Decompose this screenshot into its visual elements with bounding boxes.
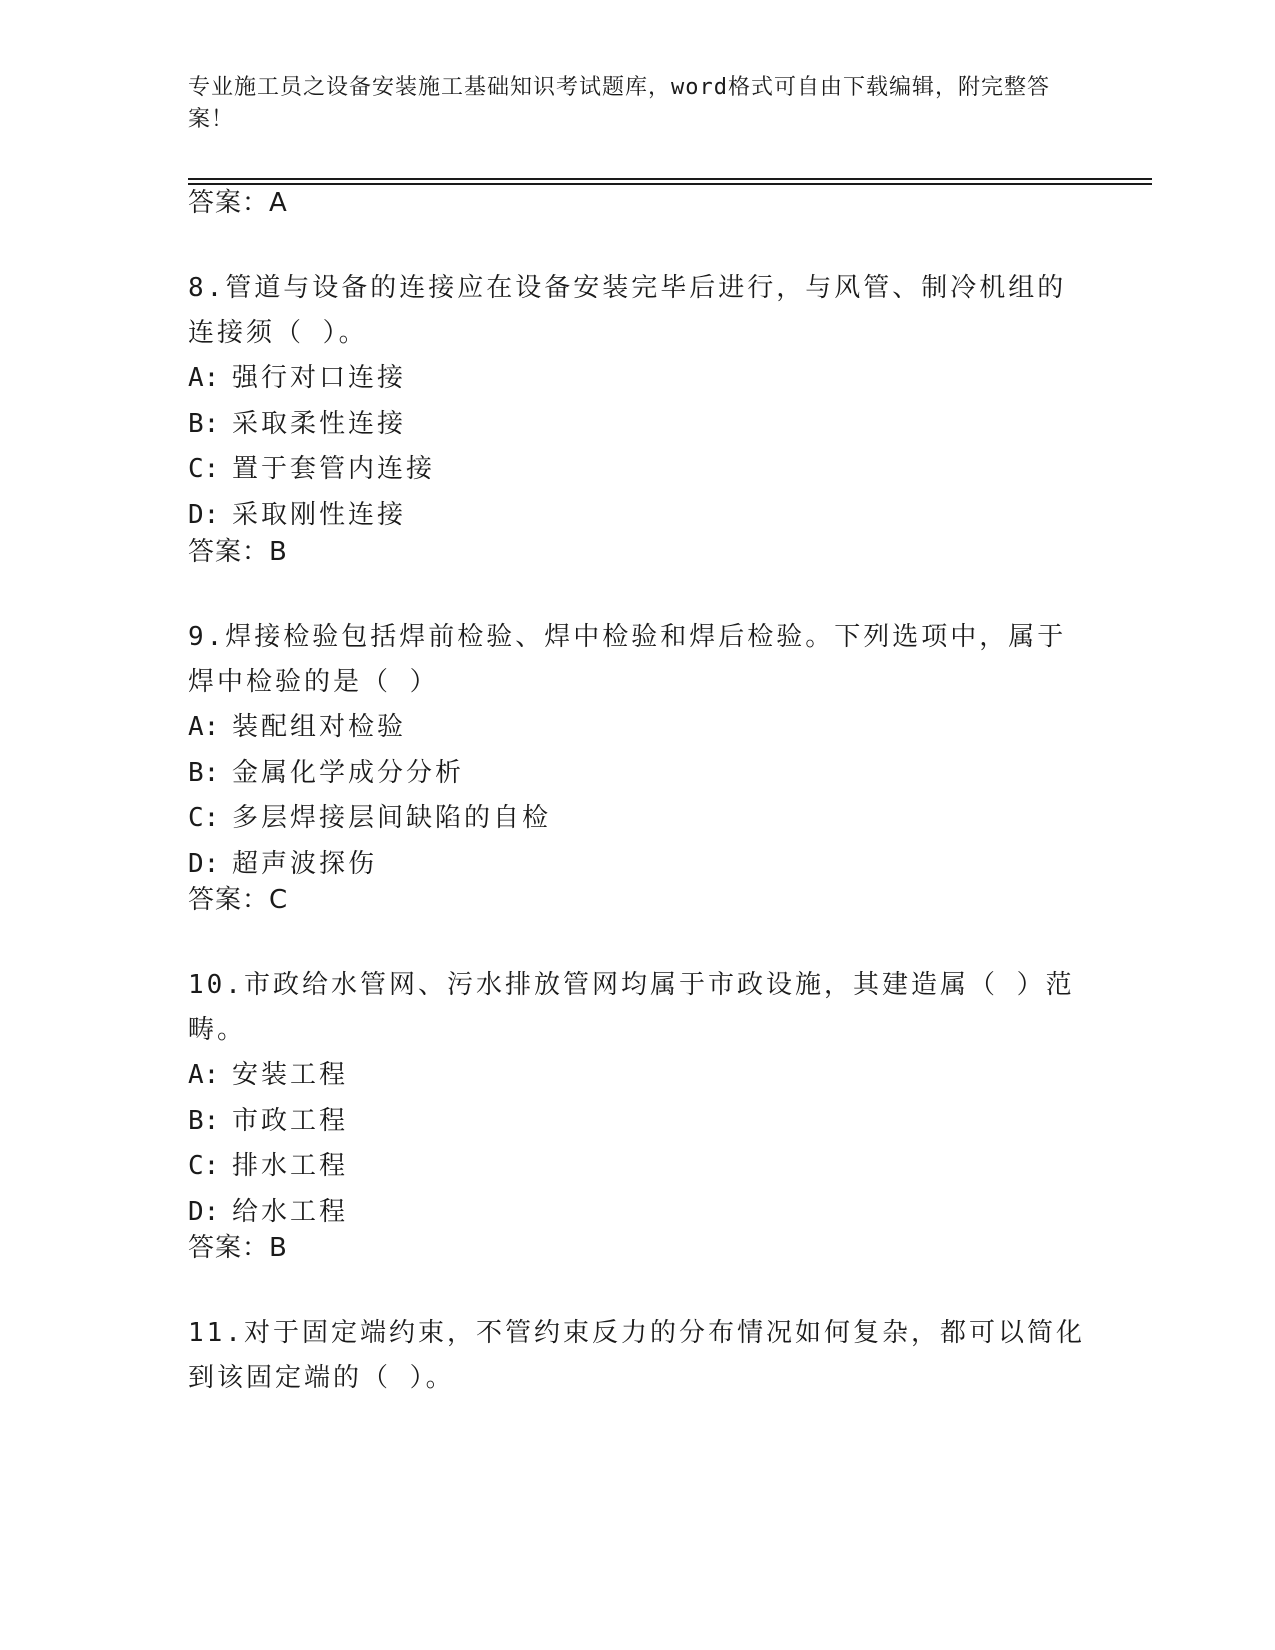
question-8 bbox=[188, 266, 1088, 538]
option-letter: C: bbox=[188, 803, 220, 833]
header-rule-top bbox=[188, 178, 1152, 180]
answer-line: 答案：B bbox=[188, 537, 288, 567]
option-text: 置于套管内连接 bbox=[232, 454, 436, 484]
option-a bbox=[188, 705, 1088, 751]
option-letter: D: bbox=[188, 499, 220, 530]
option-text: 强行对口连接 bbox=[232, 363, 407, 393]
question-text: 10.市政给水管网、污水排放管网均属于市政设施，其建造属（ ）范畴。 bbox=[188, 970, 1075, 1045]
option-text: 采取刚性连接 bbox=[232, 499, 407, 530]
option-letter: D: bbox=[188, 848, 220, 879]
option-text: 排水工程 bbox=[232, 1151, 349, 1181]
option-text: 采取柔性连接 bbox=[232, 408, 407, 439]
answer-line: 答案：A bbox=[188, 188, 288, 218]
option-letter: B: bbox=[188, 757, 220, 788]
answer-line: 答案：C bbox=[188, 885, 289, 915]
option-c bbox=[188, 447, 1088, 493]
option-letter: B: bbox=[188, 1105, 220, 1136]
option-text: 安装工程 bbox=[232, 1060, 349, 1090]
question-text: 8.管道与设备的连接应在设备安装完毕后进行，与风管、制冷机组的连接须（ ）。 bbox=[188, 273, 1067, 348]
answer-line: 答案：B bbox=[188, 1233, 288, 1263]
option-text: 金属化学成分分析 bbox=[232, 757, 465, 788]
document-header: 专业施工员之设备安装施工基础知识考试题库，word格式可自由下载编辑，附完整答案！ bbox=[188, 75, 1050, 132]
option-letter: C: bbox=[188, 1151, 220, 1181]
option-letter: D: bbox=[188, 1196, 220, 1227]
question-9 bbox=[188, 615, 1088, 887]
option-c bbox=[188, 1144, 1088, 1190]
option-b bbox=[188, 402, 1088, 448]
option-text: 装配组对检验 bbox=[232, 712, 407, 742]
option-b bbox=[188, 1099, 1088, 1145]
option-letter: B: bbox=[188, 408, 220, 439]
question-10 bbox=[188, 963, 1088, 1235]
option-text: 给水工程 bbox=[232, 1196, 349, 1227]
option-text: 多层焊接层间缺陷的自检 bbox=[232, 803, 552, 833]
option-letter: C: bbox=[188, 454, 220, 484]
option-a bbox=[188, 1053, 1088, 1099]
option-a bbox=[188, 356, 1088, 402]
question-11 bbox=[188, 1311, 1088, 1401]
option-d bbox=[188, 842, 1088, 888]
option-d bbox=[188, 1190, 1088, 1236]
header-rule-bottom bbox=[188, 183, 1152, 185]
option-letter: A: bbox=[188, 712, 220, 742]
option-letter: A: bbox=[188, 1060, 220, 1090]
option-b bbox=[188, 751, 1088, 797]
option-c bbox=[188, 796, 1088, 842]
option-letter: A: bbox=[188, 363, 220, 393]
option-text: 超声波探伤 bbox=[232, 848, 378, 879]
option-d bbox=[188, 493, 1088, 539]
option-text: 市政工程 bbox=[232, 1105, 349, 1136]
question-text: 9.焊接检验包括焊前检验、焊中检验和焊后检验。下列选项中，属于焊中检验的是（ ） bbox=[188, 622, 1067, 697]
question-text: 11.对于固定端约束，不管约束反力的分布情况如何复杂，都可以简化到该固定端的（ ）。 bbox=[188, 1318, 1085, 1393]
